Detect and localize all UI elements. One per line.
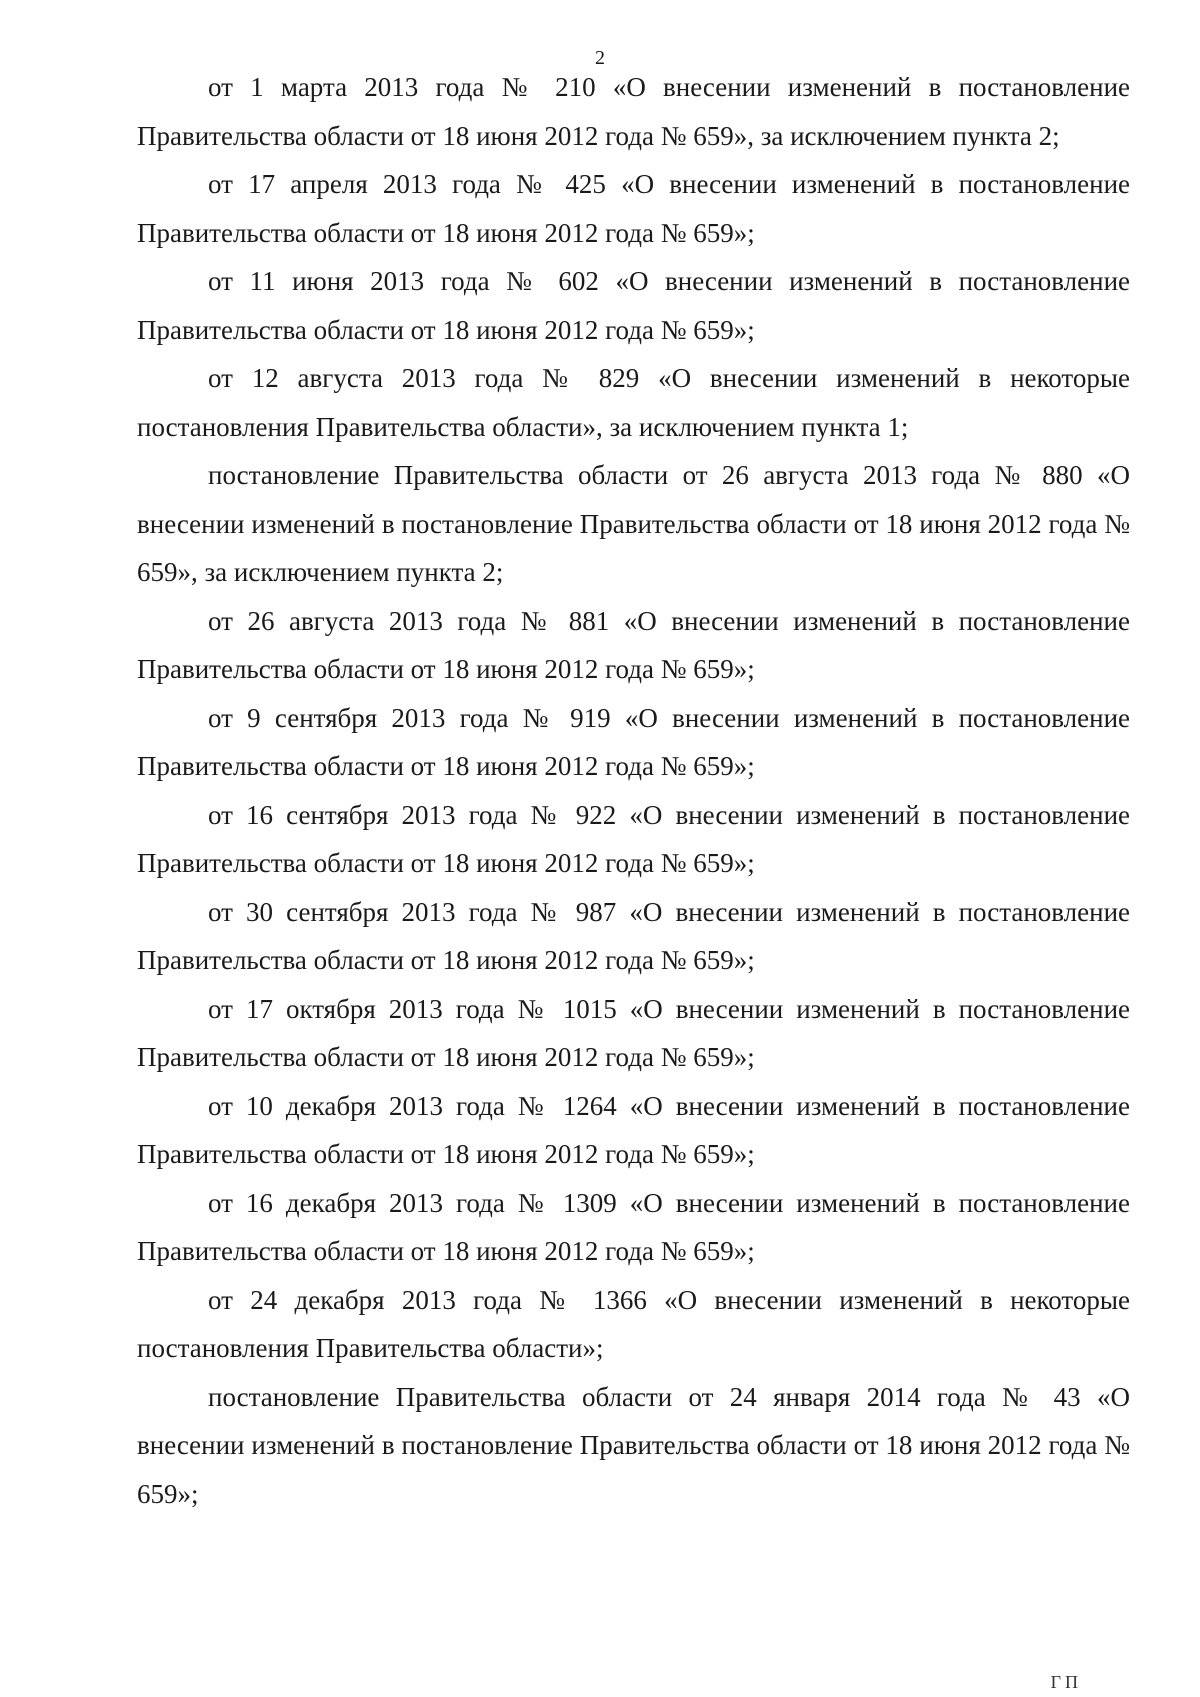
paragraph: от 24 декабря 2013 года № 1366 «О внесении изменений в некоторые постановления Правительства области»; — [137, 1284, 1130, 1363]
paragraph: от 10 декабря 2013 года № 1264 «О внесении изменений в постановление Правительства области от 18 июня 2012 года № 659»; — [137, 1090, 1130, 1169]
paragraph: от 1 марта 2013 года № 210 «О внесении изменений в постановление Правительства области от 18 июня 2012 года № 659», за исключением пункта 2; — [137, 72, 1130, 151]
document-body — [137, 63, 1130, 1518]
paragraph: от 17 октября 2013 года № 1015 «О внесении изменений в постановление Правительства области от 18 июня 2012 года № 659»; — [137, 993, 1130, 1072]
paragraph: от 17 апреля 2013 года № 425 «О внесении изменений в постановление Правительства области от 18 июня 2012 года № 659»; — [137, 169, 1130, 248]
paragraph: постановление Правительства области от 26 августа 2013 года № 880 «О внесении изменений в постановление Правительства области от 18 июня 2012 года № 659», за исключением пункта 2; — [137, 460, 1130, 587]
page-number: 2 — [595, 47, 605, 69]
paragraph: от 9 сентября 2013 года № 919 «О внесении изменений в постановление Правительства области от 18 июня 2012 года № 659»; — [137, 702, 1130, 781]
paragraph: от 30 сентября 2013 года № 987 «О внесении изменений в постановление Правительства области от 18 июня 2012 года № 659»; — [137, 896, 1130, 975]
paragraph: от 16 декабря 2013 года № 1309 «О внесении изменений в постановление Правительства области от 18 июня 2012 года № 659»; — [137, 1187, 1130, 1266]
corner-mark: ГП — [1050, 1672, 1082, 1692]
paragraph: от 16 сентября 2013 года № 922 «О внесении изменений в постановление Правительства области от 18 июня 2012 года № 659»; — [137, 799, 1130, 878]
paragraph: постановление Правительства области от 24 января 2014 года № 43 «О внесении изменений в постановление Правительства области от 18 июня 2012 года № 659»; — [137, 1381, 1130, 1509]
paragraph: от 26 августа 2013 года № 881 «О внесении изменений в постановление Правительства области от 18 июня 2012 года № 659»; — [137, 605, 1130, 684]
paragraph: от 11 июня 2013 года № 602 «О внесении изменений в постановление Правительства области от 18 июня 2012 года № 659»; — [137, 266, 1130, 345]
paragraph: от 12 августа 2013 года № 829 «О внесении изменений в некоторые постановления Правительства области», за исключением пункта 1; — [137, 363, 1130, 442]
